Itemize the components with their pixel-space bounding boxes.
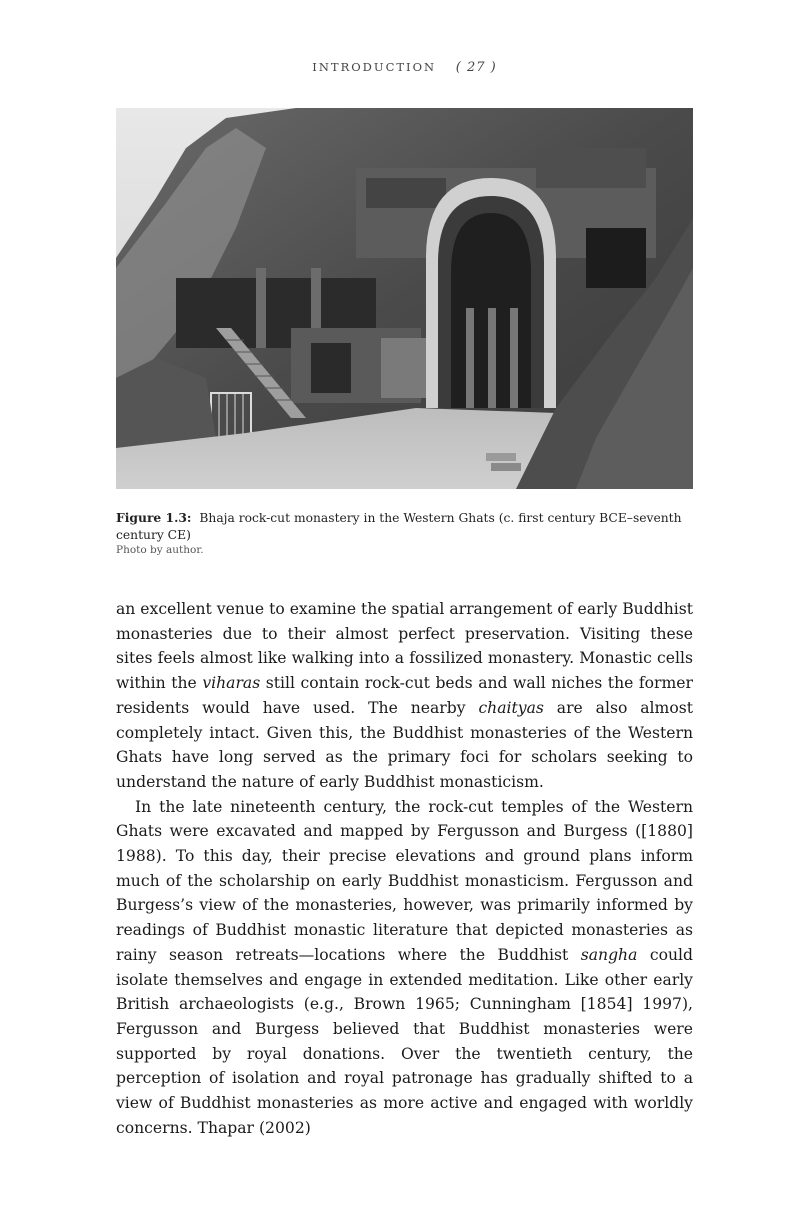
p2-text-a: In the late nineteenth century, the rock-cut temples of the Western Ghats were excavated and mapped by Fergusson and Burgess ([1880] 1988). To this day, their precise elevations and ground plans inform much of the scholarship on early Buddhist monasticism. Fergusson and Burgess’s view of the monasteries, however, was primarily informed by readings of Buddhist monastic literature that depicted monasteries as rainy season retreats—locations where the Buddhist (116, 797, 693, 964)
photo-credit: Photo by author. (116, 544, 204, 556)
p1-text-c: are also almost completely intact. Given this, the Buddhist monasteries of the Western Ghats have long served as the primary foci for scholars seeking to understand the nature of early Buddhist monasticism. (116, 698, 693, 791)
paragraph-2 (116, 795, 693, 1141)
p2-term-sangha: sangha (580, 945, 638, 964)
p1-term-chaityas: chaityas (478, 698, 544, 717)
p2-text-b: could isolate themselves and engage in extended meditation. Like other early British archaeologists (e.g., Brown 1965; Cunningham [1854] 1997), Fergusson and Burgess believed that Buddhist monasteries were supported by royal donations. Over the twentieth century, the perception of isolation and royal patronage has gradually shifted to a view of Buddhist monasteries as more active and engaged with worldly concerns. Thapar (2002) (116, 945, 693, 1137)
page-number: ( 27 ) (455, 60, 497, 75)
figure-caption (116, 509, 693, 544)
running-title: INTRODUCTION (312, 60, 437, 74)
p1-text-b: still contain rock-cut beds and wall niches the former residents would have used. The nearby (116, 674, 693, 717)
body-text (116, 597, 693, 1140)
figure-photo (116, 108, 693, 489)
p1-term-viharas: viharas (202, 674, 261, 693)
figure-label: Figure 1.3: (116, 510, 192, 525)
paragraph-1 (116, 597, 693, 795)
p1-text-a: an excellent venue to examine the spatial arrangement of early Buddhist monasteries due to their almost perfect preservation. Visiting these sites feels almost like walking into a fossilized monastery. Monastic cells within the (116, 600, 693, 693)
figure-caption-text: Bhaja rock-cut monastery in the Western Ghats (c. first century BCE–seventh century CE) (116, 511, 682, 542)
rock-cut-monastery-photo (116, 108, 693, 489)
running-head (0, 60, 809, 75)
